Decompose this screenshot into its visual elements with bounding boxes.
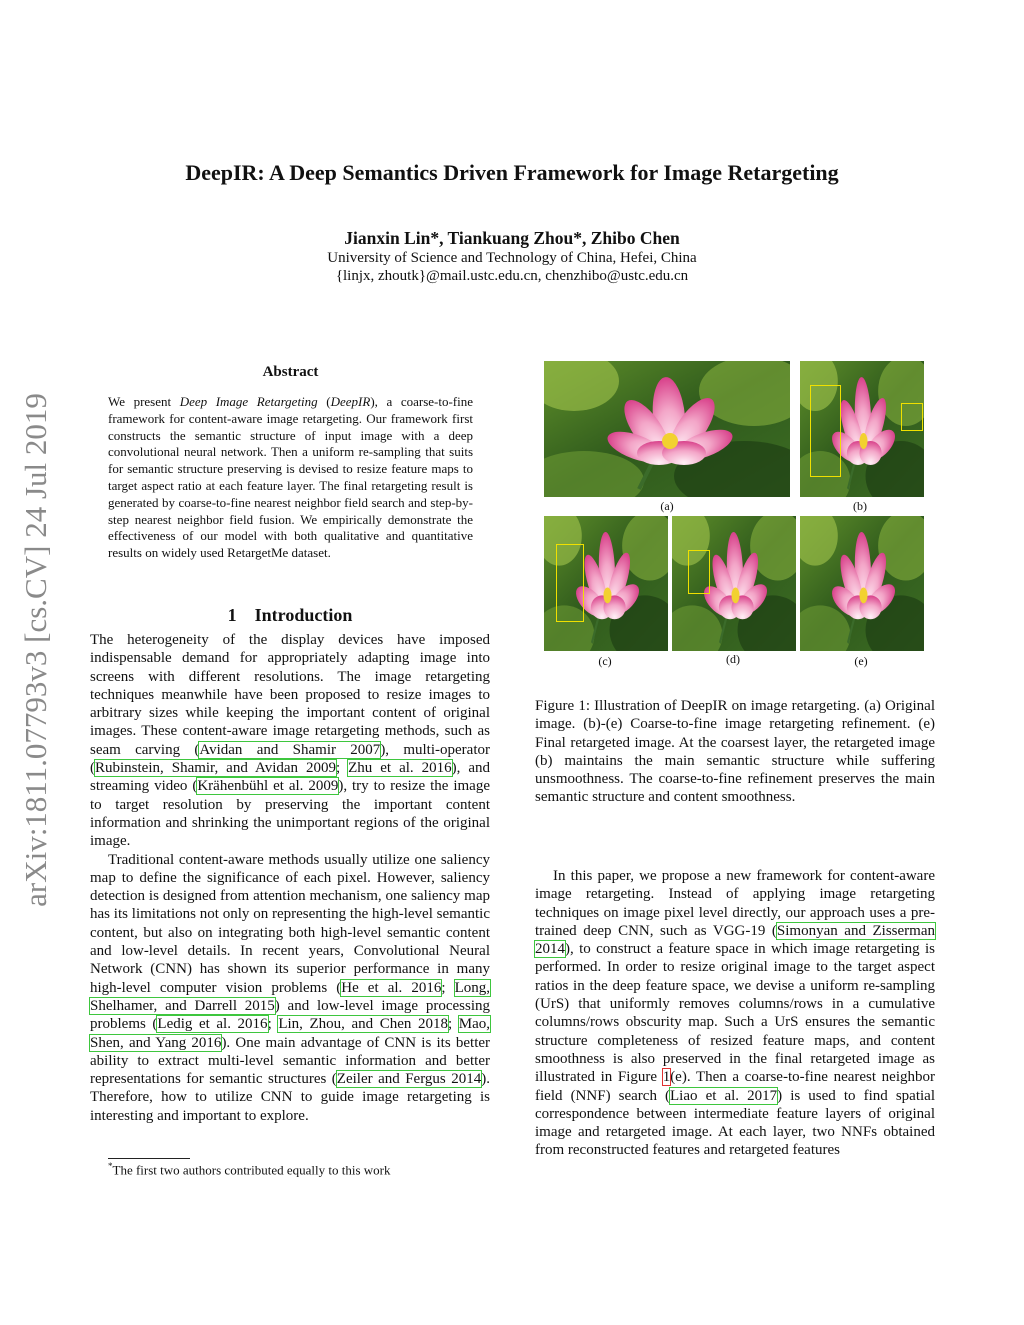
subfigure-label: (e) <box>854 654 868 668</box>
subfigure-label: (b) <box>853 499 867 513</box>
citation-link[interactable]: Zhu et al. 2016 <box>348 760 452 777</box>
figure-reference-link[interactable]: 1 <box>662 1069 671 1086</box>
footnote-rule <box>108 1158 190 1159</box>
figure-caption: Figure 1: Illustration of DeepIR on image retargeting. (a) Original image. (b)-(e) Coarse-to-fine image retargeting refinement. (e) Final retargeted image. At the coarsest layer, the retargeted image (b) maintains the main semantic structure while suffering unsmoothness. The coarse-to-fine refinement preserves the main semantic structure and content smoothness. <box>535 698 935 806</box>
right-column-text <box>535 867 935 1160</box>
abstract-text: ), a coarse-to-fine framework for content-aware image retargeting. Our framework first constructs the semantic structure of input image with a deep convolutional neural network. Then a uniform re-sampling that suits for semantic structure preserving is devised to resize feature maps to target aspect ratio at each feature layer. The final retargeting result is generated by coarse-to-fine nearest neighbor field search and step-by-step nearest neighbor field fusion. We empirically demonstrate the effectiveness of our model with both qualitative and quantitative results on widely used RetargetMe dataset. <box>108 394 474 561</box>
intro-paragraph-1: The heterogeneity of the display devices have imposed indispensable demand for appropriately adapting image into screens with different resolutions. The image retargeting techniques meanwhile have been proposed to resize images to arbitrary sizes while keeping the important content of original images. These content-aware image retargeting methods, such as seam carving (Avidan and Shamir 2007), multi-operator (Rubinstein, Shamir, and Avidan 2009; Zhu et al. 2016), and streaming video (Krähenbühl et al. 2009), try to resize the image to target resolution by preserving the important content information and shrinking the unimportant regions of the original image. <box>90 632 490 850</box>
left-column-text <box>90 631 490 1125</box>
section-heading-introduction <box>90 605 490 626</box>
citation-link[interactable]: Lin, Zhou, and Chen 2018 <box>278 1016 448 1033</box>
abstract-text: ( <box>317 394 331 409</box>
subfigure-label: (a) <box>660 499 674 513</box>
subfigure-label: (c) <box>598 654 612 668</box>
citation-link[interactable]: Mao, Shen, and Yang 2016 <box>90 1016 491 1051</box>
figure-image-e <box>800 516 924 651</box>
arxiv-id: arXiv:1811.07793v3 [cs.CV] 24 Jul 2019 <box>18 393 53 907</box>
figure-image-b <box>800 361 924 497</box>
section-title: Introduction <box>254 605 353 625</box>
citation-link[interactable]: He et al. 2016 <box>341 979 442 996</box>
citation-link[interactable]: Ledig et al. 2016 <box>157 1016 268 1033</box>
citation-link[interactable]: Avidan and Shamir 2007 <box>199 741 381 758</box>
affiliation: University of Science and Technology of China, Hefei, China <box>327 250 697 266</box>
author-list: Jianxin Lin*, Tiankuang Zhou*, Zhibo Chen <box>344 228 680 248</box>
intro-paragraph-2: Traditional content-aware methods usually utilize one saliency map to define the significance of each pixel. However, saliency detection is designed from attention mechanism, one saliency map has its limitations not only on representing the high-level semantic content, but also on integrating both high-level semantic content and low-level details. In recent years, Convolutional Neural Network (CNN) has shown its superior performance in many high-level computer vision problems (He et al. 2016; Long, Shelhamer, and Darrell 2015) and low-level image processing problems (Ledig et al. 2016; Lin, Zhou, and Chen 2018; Mao, Shen, and Yang 2016). One main advantage of CNN is its better ability to extract multi-level semantic information and better representations for semantic structures (Zeiler and Fergus 2014). Therefore, how to utilize CNN to guide image retargeting is interesting and important to explore. <box>90 851 491 1124</box>
citation-link[interactable]: Liao et al. 2017 <box>670 1087 778 1104</box>
arxiv-stamp <box>18 393 53 907</box>
citation-link[interactable]: Rubinstein, Shamir, and Avidan 2009 <box>95 760 336 777</box>
abstract-heading: Abstract <box>262 364 319 380</box>
subfigure-label: (d) <box>726 652 740 666</box>
citation-link[interactable]: Krähenbühl et al. 2009 <box>197 778 339 795</box>
abstract-body <box>108 394 473 562</box>
section-number: 1 <box>227 605 237 625</box>
citation-link[interactable]: Simonyan and Zisserman 2014 <box>535 922 935 958</box>
citation-link[interactable]: Zeiler and Fergus 2014 <box>336 1071 482 1088</box>
abstract-acronym: DeepIR <box>330 394 371 409</box>
footnote-text: The first two authors contributed equally to this work <box>112 1162 391 1178</box>
figure-image-c <box>544 516 668 651</box>
author-emails: {linjx, zhoutk}@mail.ustc.edu.cn, chenzhibo@ustc.edu.cn <box>335 268 689 284</box>
footnote-mark: * <box>108 1161 113 1171</box>
citation-link[interactable]: Long, Shelhamer, and Darrell 2015 <box>90 979 491 1014</box>
figure-image-d <box>672 516 796 651</box>
abstract-method-name: Deep Image Retargeting <box>179 394 318 409</box>
figure-image-a <box>544 361 790 497</box>
abstract-text: We present <box>108 394 180 409</box>
footnote <box>108 1161 391 1178</box>
paper-title: DeepIR: A Deep Semantics Driven Framework for Image Retargeting <box>185 160 839 185</box>
intro-paragraph-3: In this paper, we propose a new framework for content-aware image retargeting. Instead of applying image retargeting techniques on image pixel level directly, our approach uses a pre-trained deep CNN, such as VGG-19 (Simonyan and Zisserman 2014), to construct a feature space in which image retargeting is performed. In order to resize original image to the target aspect ratios in the deep feature space, we devise a uniform re-sampling (UrS) that uniformly removes columns/rows in a cumulative columns/rows obscurity map. Such a UrS ensures the semantic structure completeness of resized feature maps, and content smoothness is also preserved in the final retargeted image as illustrated in Figure 1(e). Then a coarse-to-fine nearest neighbor field (NNF) search (Liao et al. 2017) is used to find spatial correspondence between intermediate feature layers of original image and retargeted image. At each layer, two NNFs obtained from reconstructed features and retargeted features <box>535 868 935 1159</box>
